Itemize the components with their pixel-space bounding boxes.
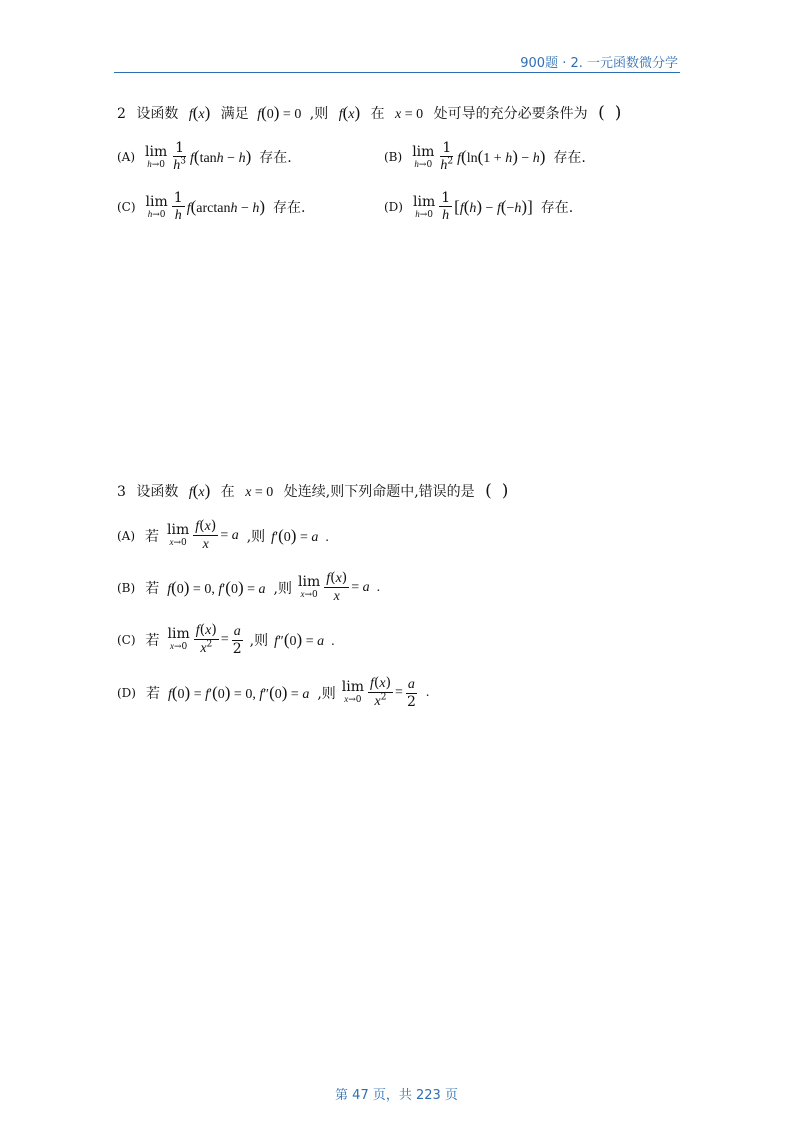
fraction: $\frac{a}{2}$ <box>406 676 416 710</box>
stem-text: 处可导的充分必要条件为 <box>433 106 588 122</box>
question-3-stem <box>117 481 518 503</box>
limit: lim h→0 <box>145 193 168 220</box>
q3-option-b <box>117 570 380 605</box>
math-expr: = a . <box>351 579 381 595</box>
option-tail: 存在. <box>273 200 306 216</box>
question-number: 2 <box>117 106 126 122</box>
q2-option-c <box>117 190 306 224</box>
option-label: (C) <box>117 200 136 214</box>
fraction: $\frac{1}{h}$ <box>173 190 183 223</box>
stem-text: 在 <box>220 484 235 500</box>
math-expr: f(0) = f′(0) = 0, f″(0) = a <box>167 682 310 702</box>
math-expr: = <box>220 631 229 647</box>
math-expr: . <box>425 684 430 700</box>
limit: lim h→0 <box>412 193 436 220</box>
math-expr: f′(0) = a . <box>271 525 329 545</box>
math-expr: f(0) = 0, f′(0) = a <box>167 577 266 597</box>
math-fx: f(x) <box>188 481 211 500</box>
q2-option-d <box>384 190 573 224</box>
q3-option-d <box>117 675 429 710</box>
option-label: (A) <box>117 150 136 164</box>
option-mid: ,则 <box>246 528 266 545</box>
fraction: $\frac{f(x)}{x}$ <box>195 518 217 552</box>
limit: lim h→0 <box>145 143 168 170</box>
option-mid: ,则 <box>273 580 292 597</box>
fraction: $\frac{f(x)}{x^2}$ <box>195 622 217 656</box>
option-tail: 存在. <box>553 150 586 166</box>
math-fx: f(x) <box>188 103 211 122</box>
math-expr: = a <box>220 527 239 543</box>
option-label: (B) <box>384 150 403 164</box>
page-footer: 第 47 页，共 223 页 <box>335 1088 458 1103</box>
fraction: $\frac{a}{2}$ <box>232 623 242 657</box>
option-pre: 若 <box>145 580 160 597</box>
math-x-eq-0: x = 0 <box>395 107 424 122</box>
math-expr: [f(h) − f(−h)] <box>454 197 533 216</box>
fraction: $\frac{1}{h}$ <box>441 190 451 223</box>
option-mid: ,则 <box>317 685 336 702</box>
option-label: (D) <box>117 685 136 700</box>
header-title: 900题 · 2. 一元函数微分学 <box>520 56 678 71</box>
page-header <box>114 50 680 73</box>
option-pre: 若 <box>145 528 160 545</box>
limit: lim h→0 <box>412 143 435 170</box>
math-x-eq-0: x = 0 <box>245 485 274 500</box>
stem-text: ,则 <box>309 106 329 122</box>
math-f0-eq-0: f(0) = 0 <box>257 103 302 122</box>
q3-option-c <box>117 622 335 657</box>
answer-blank: () <box>598 103 632 123</box>
question-number: 3 <box>117 484 126 500</box>
stem-text: 满足 <box>220 106 249 122</box>
limit: lim x→0 <box>341 679 364 705</box>
option-tail: 存在. <box>540 200 574 216</box>
option-pre: 若 <box>145 685 160 702</box>
option-label: (B) <box>117 580 136 595</box>
fraction: $\frac{1}{h^2}$ <box>440 140 454 173</box>
fraction: $\frac{f(x)}{x^2}$ <box>370 675 392 709</box>
option-mid: ,则 <box>249 632 269 649</box>
math-expr: f″(0) = a . <box>274 629 335 649</box>
stem-text: 设函数 <box>136 106 179 122</box>
option-label: (C) <box>117 632 136 647</box>
math-expr: f(ln(1 + h) − h) <box>457 147 546 166</box>
math-expr: = <box>395 684 403 700</box>
question-2-stem <box>117 103 631 125</box>
fraction: $\frac{1}{h^3}$ <box>173 140 186 173</box>
limit: lim x→0 <box>167 522 190 548</box>
option-label: (D) <box>384 200 403 214</box>
option-label: (A) <box>117 528 136 543</box>
q2-option-a <box>117 140 292 174</box>
fraction: $\frac{f(x)}{x}$ <box>326 570 348 604</box>
stem-text: 处连续,则下列命题中,错误的是 <box>283 484 475 500</box>
limit: lim x→0 <box>297 574 321 600</box>
answer-blank: () <box>485 481 519 501</box>
option-tail: 存在. <box>259 150 292 166</box>
math-fx: f(x) <box>338 103 361 122</box>
math-expr: f(tanh − h) <box>190 147 252 166</box>
stem-text: 在 <box>370 106 385 122</box>
limit: lim x→0 <box>167 626 190 652</box>
option-pre: 若 <box>145 632 160 649</box>
q3-option-a <box>117 518 329 553</box>
stem-text: 设函数 <box>136 484 179 500</box>
math-expr: f(arctanh − h) <box>186 197 266 216</box>
q2-option-b <box>384 140 586 174</box>
